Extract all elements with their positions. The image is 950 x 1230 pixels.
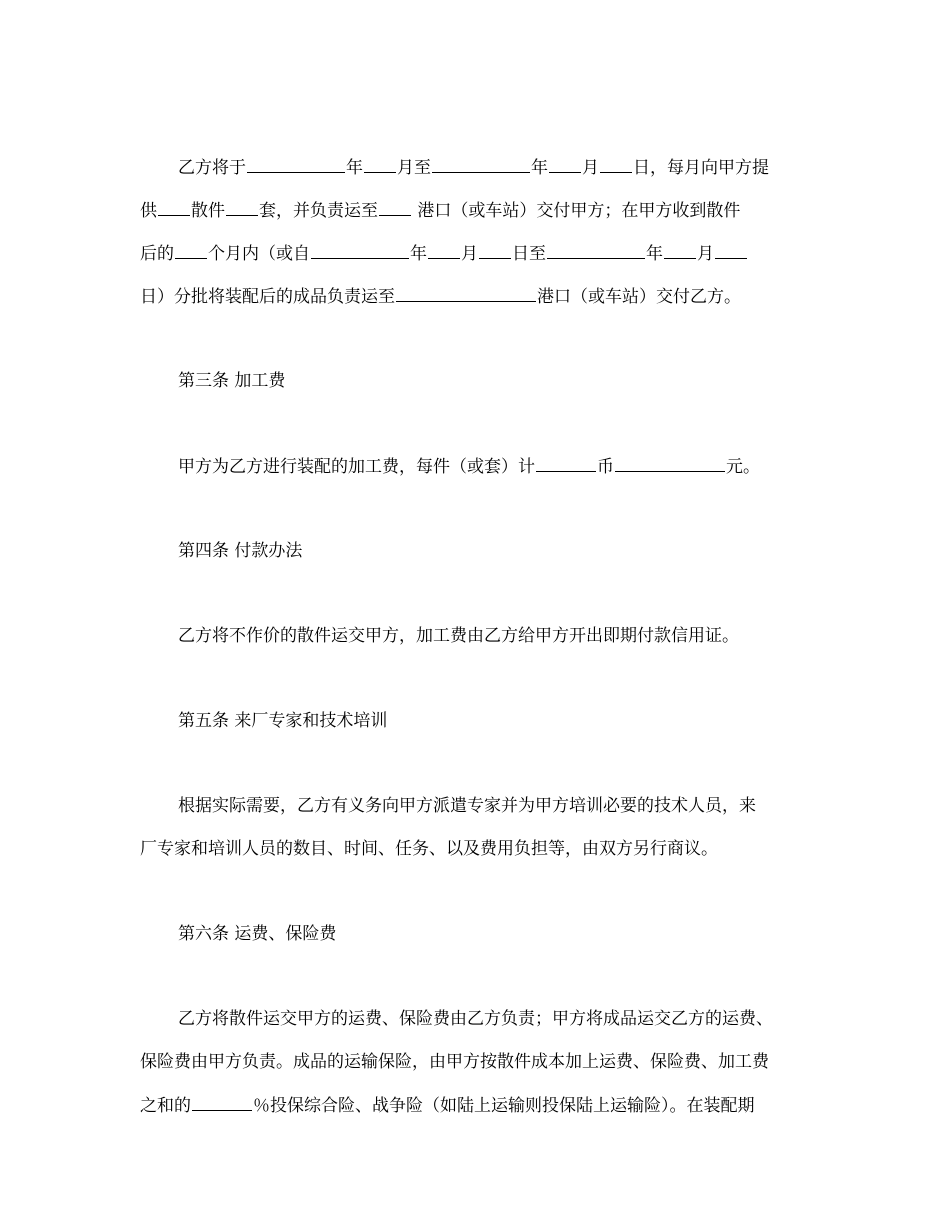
para-1-line-1 xyxy=(178,155,769,180)
text: 后的 xyxy=(140,244,174,264)
para-1-line-4 xyxy=(140,284,741,309)
blank-field xyxy=(226,198,258,216)
blank-field xyxy=(547,241,645,259)
text: 乙方将于 xyxy=(178,158,246,178)
text: 个月内（或自 xyxy=(208,244,310,264)
para-1-line-3 xyxy=(140,241,748,266)
article-6-body-line-2: 保险费由甲方负责。成品的运输保险，由甲方按散件成本加上运费、保险费、加工费 xyxy=(140,1052,769,1072)
blank-field xyxy=(158,198,190,216)
article-5-body-line-2: 厂专家和培训人员的数目、时间、任务、以及费用负担等，由双方另行商议。 xyxy=(140,839,718,859)
blank-field xyxy=(396,284,536,302)
text: 元。 xyxy=(726,457,760,477)
blank-field xyxy=(549,155,581,173)
article-3-heading: 第三条 加工费 xyxy=(178,371,286,391)
text: 港口（或车站）交付甲方；在甲方收到散件 xyxy=(412,201,741,221)
article-6-body-line-3 xyxy=(140,1093,755,1118)
blank-field xyxy=(536,454,596,472)
blank-field xyxy=(600,155,632,173)
text: 年 xyxy=(410,244,427,264)
text: 港口（或车站）交付乙方。 xyxy=(537,287,741,307)
article-3-body xyxy=(178,454,760,479)
blank-field xyxy=(364,155,396,173)
text: 甲方为乙方进行装配的加工费，每件（或套）计 xyxy=(178,457,535,477)
blank-field xyxy=(192,1093,252,1111)
text: 日）分批将装配后的成品负责运至 xyxy=(140,287,395,307)
article-4-heading: 第四条 付款办法 xyxy=(178,541,303,561)
text: 币 xyxy=(597,457,614,477)
blank-field xyxy=(615,454,725,472)
text: 年 xyxy=(531,158,548,178)
blank-field xyxy=(379,198,411,216)
text: 月 xyxy=(697,244,714,264)
article-5-body-line-1: 根据实际需要，乙方有义务向甲方派遣专家并为甲方培训必要的技术人员，来 xyxy=(178,796,756,816)
blank-field xyxy=(479,241,511,259)
text: ％投保综合险、战争险（如陆上运输则投保陆上运输险）。在装配期 xyxy=(253,1096,755,1116)
article-6-heading: 第六条 运费、保险费 xyxy=(178,924,337,944)
blank-field xyxy=(175,241,207,259)
article-4-body: 乙方将不作价的散件运交甲方，加工费由乙方给甲方开出即期付款信用证。 xyxy=(178,626,739,646)
text: 年 xyxy=(346,158,363,178)
para-1-line-2 xyxy=(140,198,740,223)
text: 月 xyxy=(582,158,599,178)
text: 日至 xyxy=(512,244,546,264)
text: 套，并负责运至 xyxy=(259,201,378,221)
text: 供 xyxy=(140,201,157,221)
blank-field xyxy=(247,155,345,173)
text: 日，每月向甲方提 xyxy=(633,158,769,178)
text: 之和的 xyxy=(140,1096,191,1116)
article-5-heading: 第五条 来厂专家和技术培训 xyxy=(178,711,388,731)
text: 散件 xyxy=(191,201,225,221)
blank-field xyxy=(311,241,409,259)
blank-field xyxy=(664,241,696,259)
blank-field xyxy=(715,241,747,259)
article-6-body-line-1: 乙方将散件运交甲方的运费、保险费由乙方负责；甲方将成品运交乙方的运费、 xyxy=(178,1009,773,1029)
blank-field xyxy=(428,241,460,259)
text: 月至 xyxy=(397,158,431,178)
text: 月 xyxy=(461,244,478,264)
blank-field xyxy=(432,155,530,173)
text: 年 xyxy=(646,244,663,264)
